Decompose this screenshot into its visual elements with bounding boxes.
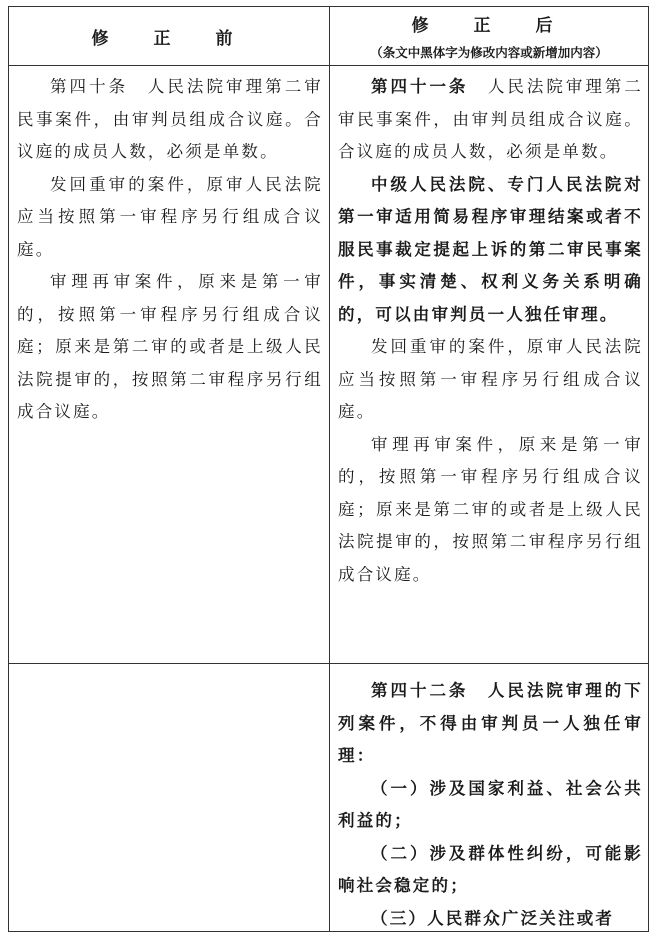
article-text: 人民法院审理第二审民事案件，由审判员组成合议庭。合议庭的成员人数，必须是单数。 — [338, 77, 643, 161]
before-paragraph: 审理再审案件，原来是第一审的，按照第一审程序另行组成合议庭；原来是第二审的或者是上级人民法院提审的，按照第二审程序另行组成合议庭。 — [17, 272, 323, 421]
after-paragraph: 发回重审的案件，原审人民法院应当按照第一审程序另行组成合议庭。 — [338, 337, 643, 421]
header-after-note: （条文中黑体字为修改内容或新增加内容） — [370, 45, 608, 60]
header-after-cell — [329, 7, 649, 65]
new-content-paragraph: 中级人民法院、专门人民法院对第一审适用简易程序审理结案或者不服民事裁定提起上诉的第二审民事案件，事实清楚、权利义务关系明确的，可以由审判员一人独任审理。 — [338, 174, 643, 324]
header-divider — [9, 65, 648, 66]
new-article-item: （三）人民群众广泛关注或者 — [371, 908, 615, 928]
new-article-paragraph: 第四十二条 人民法院审理的下列案件，不得由审判员一人独任审理： — [338, 681, 643, 765]
header-before: 修 正 前 — [91, 28, 247, 49]
article-number-bold: 第四十一条 — [371, 77, 469, 96]
before-paragraph: 发回重审的案件，原审人民法院应当按照第一审程序另行组成合议庭。 — [17, 174, 323, 259]
row-divider — [9, 663, 648, 664]
comparison-table — [8, 6, 649, 932]
new-article-item: （二）涉及群体性纠纷，可能影响社会稳定的； — [338, 843, 643, 895]
after-paragraph: 审理再审案件，原来是第一审的，按照第一审程序另行组成合议庭；原来是第二审的或者是上级人民法院提审的，按照第二审程序另行组成合议庭。 — [338, 434, 643, 584]
before-paragraph: 第四十条 人民法院审理第二审民事案件，由审判员组成合议庭。合议庭的成员人数，必须是单数。 — [17, 77, 323, 161]
row1-before — [17, 71, 323, 429]
header-after: 修 正 后 — [411, 16, 567, 36]
new-article-item: （一）涉及国家利益、社会公共利益的； — [338, 778, 643, 830]
after-paragraph — [338, 71, 643, 169]
column-divider — [329, 7, 330, 931]
row2-after — [338, 675, 643, 935]
row1-after — [338, 71, 643, 591]
